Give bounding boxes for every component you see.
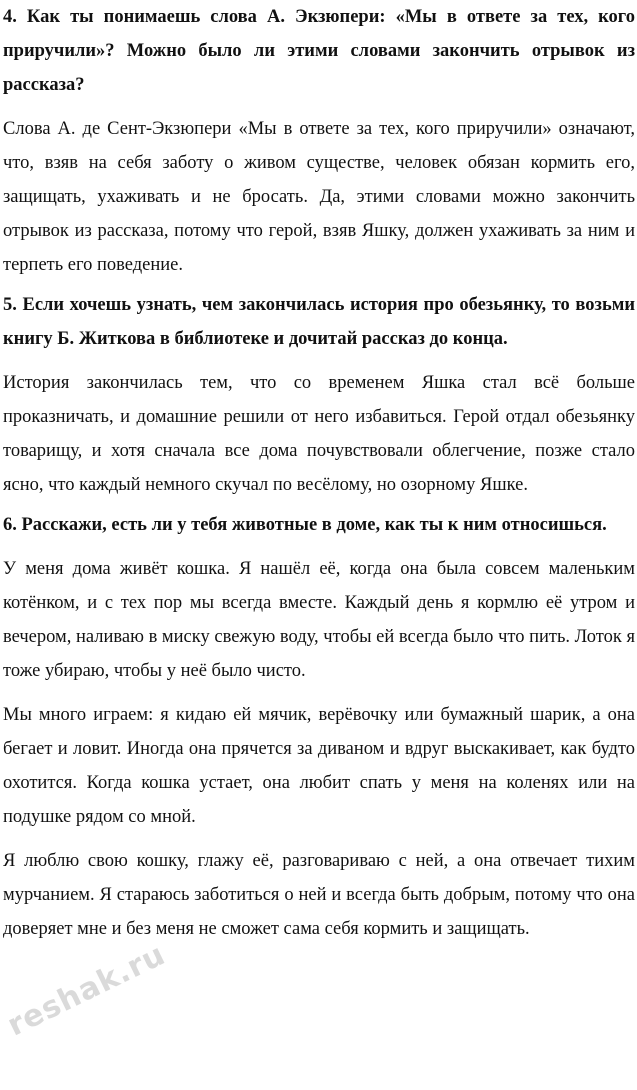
watermark-text: reshak.ru: [2, 936, 172, 1044]
question-6: 6. Расскажи, есть ли у тебя животные в доме, как ты к ним относишься.: [3, 515, 607, 535]
answer-5-paragraph: История закончилась тем, что со временем Яшка стал всё больше проказничать, и домашние решили от него избавиться. Герой отдал обезьянку товарищу, и хотя сначала все дома почувствовали облегчение, позже стало ясно, что каждый немного скучал по весёлому, но озорному Яшке.: [3, 373, 635, 495]
answer-6-paragraph-1: У меня дома живёт кошка. Я нашёл её, когда она была совсем маленьким котёнком, и с тех пор мы всегда вместе. Каждый день я кормлю её утром и вечером, наливаю в миску свежую воду, чтобы ей всегда было что пить. Лоток я тоже убираю, чтобы у неё было чисто.: [3, 559, 635, 681]
document-page: [3, 0, 635, 946]
answer-4-paragraph: Слова А. де Сент-Экзюпери «Мы в ответе за тех, кого приручили» означают, что, взяв на себя заботу о живом существе, человек обязан кормить его, защищать, ухаживать и не бросать. Да, этими словами можно закончить отрывок из рассказа, потому что герой, взяв Яшку, должен ухаживать за ним и терпеть его поведение.: [3, 119, 635, 275]
answer-6-paragraph-2: Мы много играем: я кидаю ей мячик, верёвочку или бумажный шарик, а она бегает и ловит. Иногда она прячется за диваном и вдруг выскакивает, как будто охотится. Когда кошка устает, она любит спать у меня на коленях или на подушке рядом со мной.: [3, 705, 635, 827]
question-5: 5. Если хочешь узнать, чем закончилась история про обезьянку, то возьми книгу Б. Житкова в библиотеке и дочитай рассказ до конца.: [3, 295, 635, 349]
answer-6-paragraph-3: Я люблю свою кошку, глажу её, разговариваю с ней, а она отвечает тихим мурчанием. Я стараюсь заботиться о ней и всегда быть добрым, потому что она доверяет мне и без меня не сможет сама себя кормить и защищать.: [3, 851, 635, 939]
question-4: 4. Как ты понимаешь слова А. Экзюпери: «Мы в ответе за тех, кого приручили»? Можно было ли этими словами закончить отрывок из рассказа?: [3, 7, 635, 95]
